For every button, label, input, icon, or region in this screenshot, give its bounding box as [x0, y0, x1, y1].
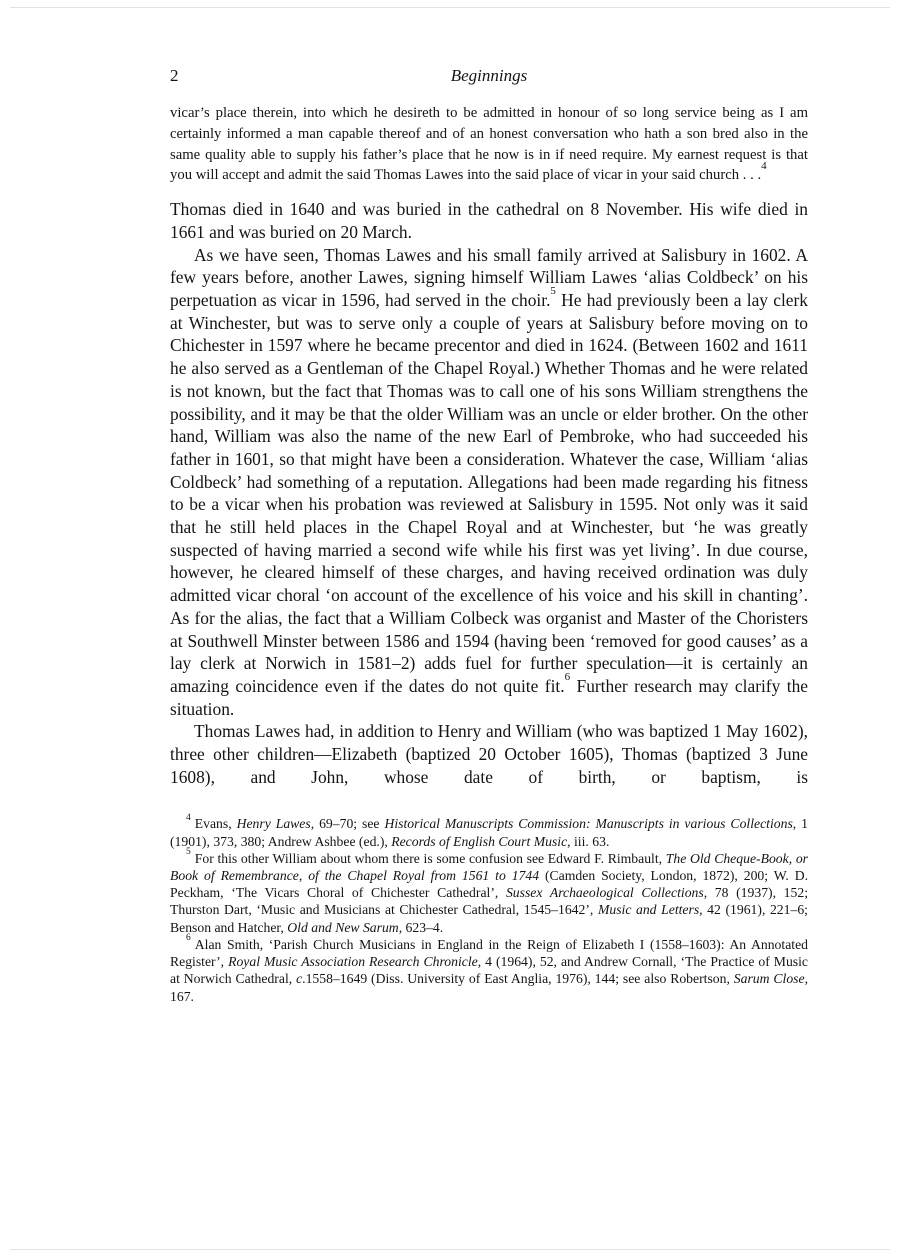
footnote-marker: 4	[186, 812, 191, 823]
running-head-title: Beginnings	[450, 66, 528, 85]
cited-title: The Old Cheque-Book, or Book of Remembrance, of the Chapel Royal from 1561 to 1744	[170, 850, 808, 884]
cited-title: Records of English Court Music	[391, 833, 568, 849]
footnote-text: (Camden Society, London, 1872), 200; W. D. Peckham, ‘The Vicars Choral of Chichester Cathedral’,	[170, 868, 809, 901]
footnote-5	[170, 847, 809, 936]
footnote-text: , 42 (1961), 221–6; Benson and Hatcher,	[170, 902, 808, 935]
footnote-reference-4: 4	[761, 159, 767, 172]
footnote-text: For this other William about whom there is some confusion see Edward F. Rimbault,	[194, 850, 666, 866]
paragraph-2-text: He had previously been a lay clerk at Winchester, but was to serve only a couple of years at Salisbury before moving on to Chichester in 1597 where he became precentor and died in 1624. (Between 1602 and 1611 he also served as a Gentleman of the Chapel Royal.) Whether Thomas and he were related is not known, but the fact that Thomas was to call one of his sons William strengthens the possibility, and it may be that the older William was an uncle or elder brother. On the other hand, William was also the name of the new Earl of Pembroke, who had succeeded his father in 1601, so that might have been a consideration. Whatever the case, William ‘alias Coldbeck’ had something of a reputation. Allegations had been made regarding his fitness to be a vicar when his probation was reviewed at Salisbury in 1595. Not only was it said that he still held places in the Chapel Royal and at Winchester, but ‘he was greatly suspected of having married a second wife while his first was yet living’. In due course, however, he cleared himself of these charges, and having received ordination was duly admitted vicar choral ‘on account of the excellence of his voice and his skill in chanting’. As for the alias, the fact that a William Colbeck was organist and Master of the Choristers at Southwell Minster between 1586 and 1594 (having been ‘removed for good causes’ as a lay clerk at Norwich in 1581–2) adds fuel for further speculation—it is certainly an amazing coincidence even if the dates do not quite fit.	[170, 290, 808, 696]
footnote-text: , 78 (1937), 152; Thurston Dart, ‘Music and Musicians at Chichester Cathedral, 1545–1642’,	[170, 885, 809, 918]
footnote-reference-6: 6	[564, 671, 571, 684]
footnote-text: , 4 (1964), 52, and Andrew Cornall, ‘The Practice of Music at Norwich Cathedral,	[170, 954, 809, 987]
running-header	[170, 64, 808, 88]
paragraph-2	[170, 244, 808, 721]
footnotes-section	[170, 812, 809, 1004]
paragraph-2-text: As we have seen, Thomas Lawes and his small family arrived at Salisbury in 1602. A few years before, another Lawes, signing himself William Lawes ‘alias Coldbeck’ on his perpetuation as vicar in 1596, had served in the choir.	[170, 244, 808, 310]
footnote-reference-5: 5	[550, 285, 556, 298]
footnote-6	[170, 933, 809, 1005]
paragraph-3: Thomas Lawes had, in addition to Henry and William (who was baptized 1 May 1602), three other children—Elizabeth (baptized 20 October 1605), Thomas (baptized 3 June 1608), and John, whose date of birth, or baptism, is	[170, 721, 808, 787]
footnote-text: , iii. 63.	[567, 833, 610, 849]
cited-title: c	[296, 971, 303, 987]
footnote-marker: 5	[186, 847, 191, 858]
footnote-marker: 6	[186, 933, 191, 944]
cited-title: Sussex Archaeological Collections	[505, 885, 704, 901]
footnote-text: , 167.	[170, 971, 809, 1004]
paragraph-1: Thomas died in 1640 and was buried in the cathedral on 8 November. His wife died in 1661 and was buried on 20 March.	[170, 199, 808, 242]
footnote-text: Alan Smith, ‘Parish Church Musicians in England in the Reign of Elizabeth I (1558–1603): An Annotated Register’,	[170, 936, 808, 970]
footnote-text: .1558–1649 (Diss. University of East Anglia, 1976), 144; see also Robertson,	[302, 971, 734, 987]
cited-title: Sarum Close	[733, 971, 805, 987]
page-top-edge	[10, 7, 890, 8]
page-bottom-edge	[10, 1249, 890, 1250]
cited-title: Royal Music Association Research Chronicle	[228, 954, 478, 970]
footnote-4	[170, 812, 809, 849]
footnote-text: , 623–4.	[398, 919, 444, 935]
footnote-text: , 1 (1901), 373, 380; Andrew Ashbee (ed.),	[170, 816, 809, 849]
footnote-text: , 69–70; see	[310, 816, 385, 832]
page-number: 2	[170, 66, 179, 85]
cited-title: Old and New Sarum	[287, 919, 399, 935]
text-block	[170, 64, 808, 1005]
block-quote	[170, 103, 808, 186]
footnote-text: Evans,	[194, 816, 237, 832]
quote-text: vicar’s place therein, into which he desireth to be admitted in honour of so long service being as I am certainly informed a man capable thereof and of an honest conversation who hath a son bred also in the same quality able to supply his father’s place that he now is in if need require. My earnest request is that you will accept and admit the said Thomas Lawes into the said place of vicar in your said church . . .	[170, 105, 808, 184]
paragraph-2-text: Further research may clarify the situation.	[170, 675, 808, 719]
cited-title: Historical Manuscripts Commission: Manuscripts in various Collections	[384, 816, 793, 832]
cited-title: Music and Letters	[597, 902, 700, 918]
cited-title: Henry Lawes	[236, 816, 311, 832]
